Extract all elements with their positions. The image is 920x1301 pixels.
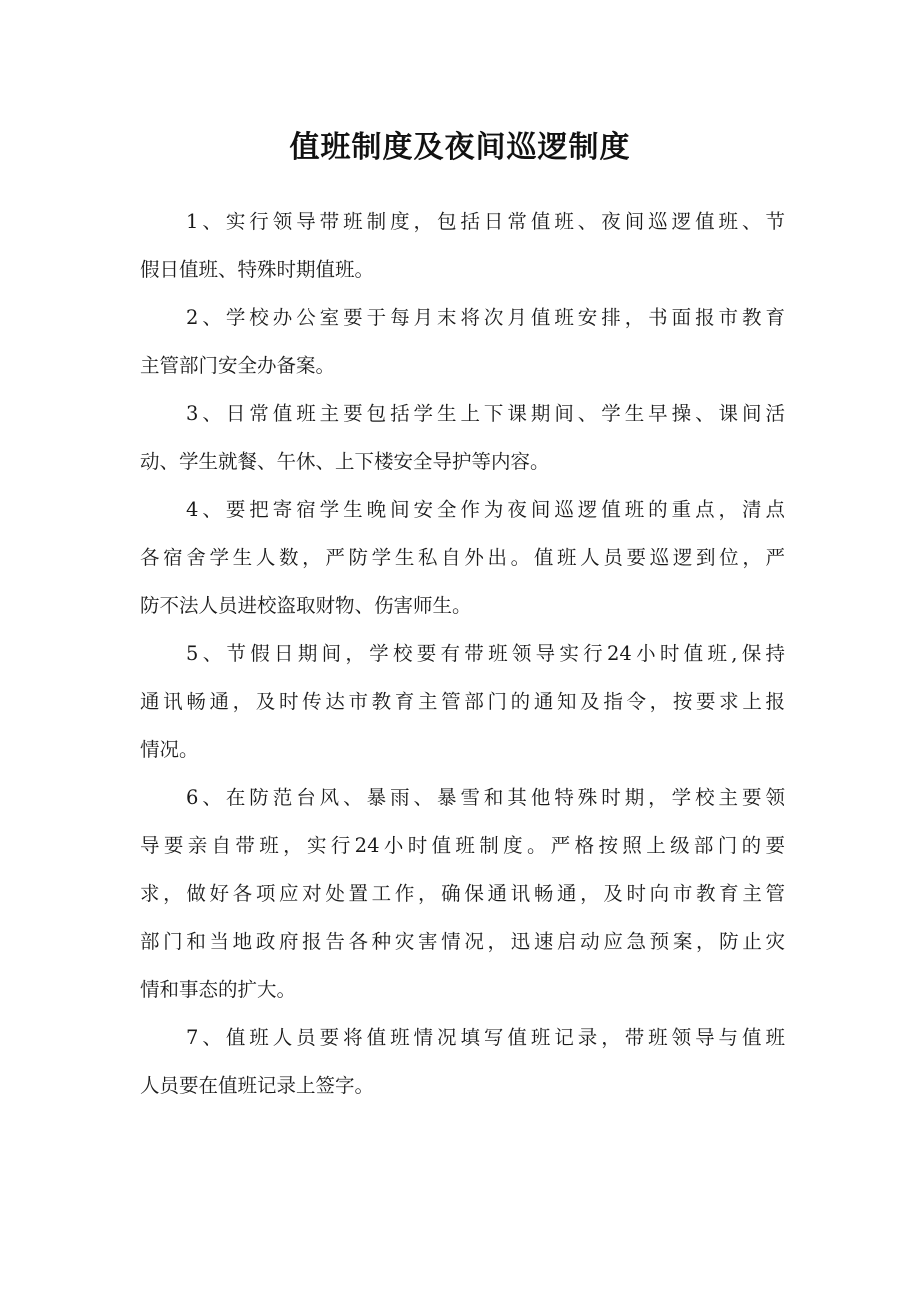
paragraph-line: 5、节假日期间，学校要有带班领导实行24小时值班,保持 <box>186 642 785 665</box>
paragraph-line: 假日值班、特殊时期值班。 <box>140 258 375 281</box>
paragraph-5 <box>140 630 785 774</box>
paragraph-4 <box>140 486 785 630</box>
paragraph-line: 7、值班人员要将值班情况填写值班记录，带班领导与值班 <box>186 1026 785 1049</box>
document-body <box>140 198 785 1110</box>
paragraph-7 <box>140 1014 785 1110</box>
paragraph-line: 2、学校办公室要于每月末将次月值班安排，书面报市教育 <box>186 306 785 329</box>
paragraph-line: 情和事态的扩大。 <box>140 978 297 1001</box>
paragraph-3 <box>140 390 785 486</box>
document-title: 值班制度及夜间巡逻制度 <box>289 130 631 165</box>
paragraph-line: 动、学生就餐、午休、上下楼安全导护等内容。 <box>140 450 550 473</box>
paragraph-line: 通讯畅通，及时传达市教育主管部门的通知及指令，按要求上报 <box>140 690 785 713</box>
paragraph-line: 3、日常值班主要包括学生上下课期间、学生早操、课间活 <box>186 402 785 425</box>
paragraph-line: 导要亲自带班，实行24小时值班制度。严格按照上级部门的要 <box>140 834 785 857</box>
paragraph-line: 情况。 <box>140 738 199 761</box>
paragraph-line: 1、实行领导带班制度，包括日常值班、夜间巡逻值班、节 <box>186 210 785 233</box>
paragraph-line: 人员要在值班记录上签字。 <box>140 1074 375 1097</box>
paragraph-line: 部门和当地政府报告各种灾害情况，迅速启动应急预案，防止灾 <box>140 930 785 953</box>
paragraph-6 <box>140 774 785 1014</box>
paragraph-line: 4、要把寄宿学生晚间安全作为夜间巡逻值班的重点，清点 <box>186 498 785 521</box>
paragraph-line: 各宿舍学生人数，严防学生私自外出。值班人员要巡逻到位，严 <box>140 546 785 569</box>
paragraph-line: 主管部门安全办备案。 <box>140 354 336 377</box>
paragraph-line: 6、在防范台风、暴雨、暴雪和其他特殊时期，学校主要领 <box>186 786 785 809</box>
paragraph-2 <box>140 294 785 390</box>
paragraph-line: 求，做好各项应对处置工作，确保通讯畅通，及时向市教育主管 <box>140 882 785 905</box>
paragraph-1 <box>140 198 785 294</box>
paragraph-line: 防不法人员进校盗取财物、伤害师生。 <box>140 594 472 617</box>
